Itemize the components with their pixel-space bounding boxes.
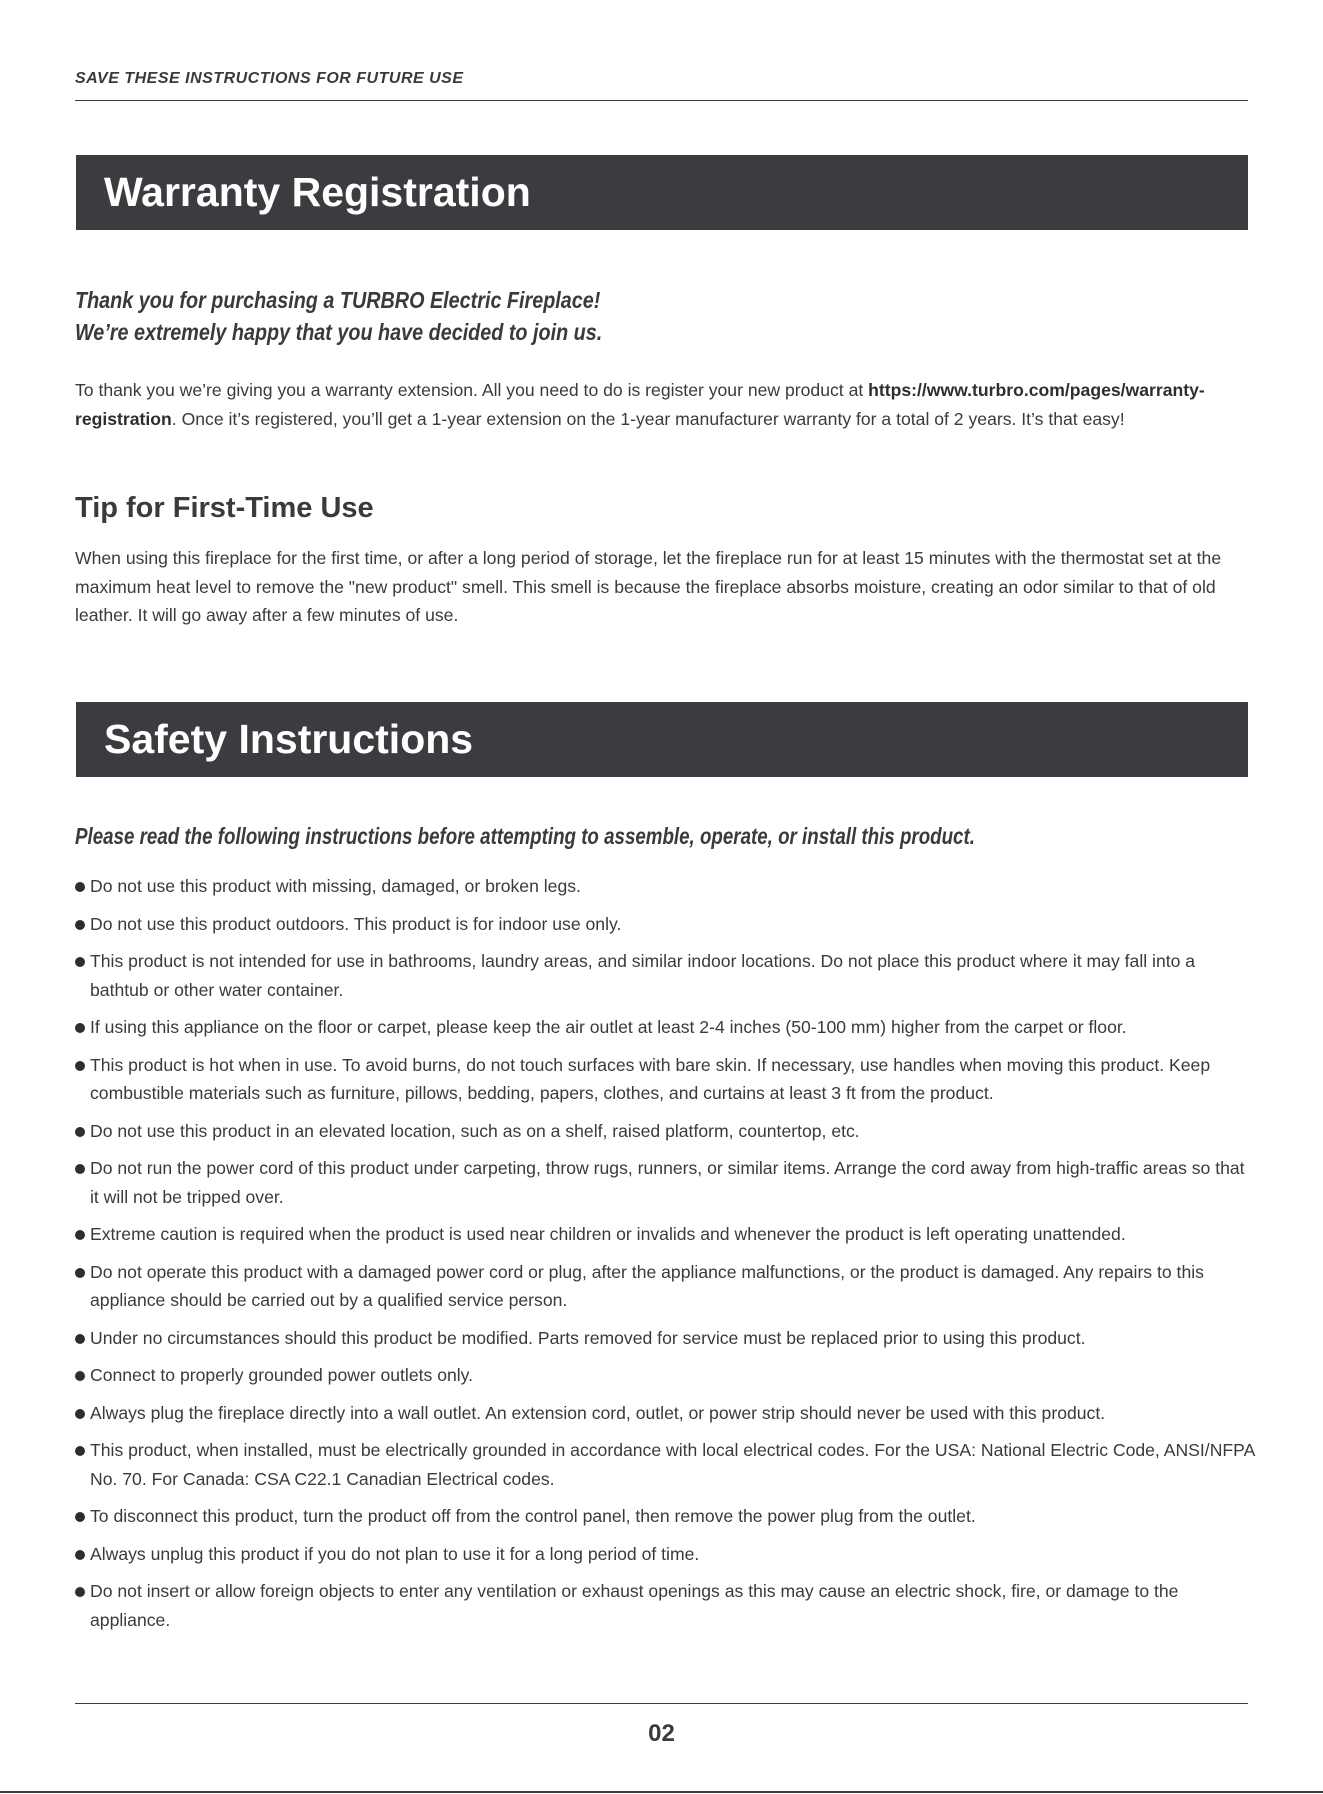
list-item: [75, 1324, 1255, 1353]
warranty-body: [75, 376, 1255, 433]
header-rule: [75, 100, 1248, 101]
list-item-text: Under no circumstances should this product be modified. Parts removed for service must be replaced prior to using this product.: [90, 1327, 1086, 1348]
bullet-icon: [75, 1061, 85, 1071]
safety-instructions-list: [75, 872, 1255, 1643]
bullet-icon: [75, 1446, 85, 1456]
bullet-icon: [75, 1164, 85, 1174]
list-item-text: This product is hot when in use. To avoid burns, do not touch surfaces with bare skin. If necessary, use handles when moving this product. Keep combustible materials such as furniture, pillows, bedding, papers, clothes, and curtains at least 3 ft from the product.: [90, 1054, 1211, 1103]
list-item: [75, 1502, 1255, 1531]
warranty-section-title: Warranty Registration: [76, 155, 1248, 230]
list-item-text: To disconnect this product, turn the product off from the control panel, then remove the power plug from the outlet.: [90, 1506, 976, 1526]
bullet-icon: [75, 1268, 85, 1278]
warranty-lead-line-1: Thank you for purchasing a TURBRO Electric Fireplace!: [75, 287, 601, 313]
list-item: [75, 910, 1255, 939]
list-item-text: Do not run the power cord of this product under carpeting, throw rugs, runners, or similar items. Arrange the cord away from high-traffic areas so that it will not be tripped over.: [90, 1158, 1245, 1207]
list-item: [75, 1258, 1255, 1315]
warranty-registration-link[interactable]: https://www.turbro.com/pages/warranty-registration: [75, 380, 1205, 429]
list-item-text: Do not use this product in an elevated location, such as on a shelf, raised platform, countertop, etc.: [90, 1120, 860, 1141]
list-item: [75, 1399, 1255, 1428]
list-item: [75, 1117, 1255, 1146]
list-item: [75, 1051, 1255, 1108]
list-item: [75, 947, 1255, 1004]
list-item-text: This product is not intended for use in bathrooms, laundry areas, and similar indoor locations. Do not place this product where it may fall into a bathtub or other water container.: [90, 951, 1196, 1000]
list-item-text: Do not use this product with missing, damaged, or broken legs.: [90, 876, 581, 896]
warranty-body-intro: To thank you we’re giving you a warranty extension. All you need to do is register your new product at: [75, 380, 869, 400]
list-item-text: Do not insert or allow foreign objects to enter any ventilation or exhaust openings as this may cause an electric shock, fire, or damage to the appliance.: [90, 1581, 1179, 1630]
bullet-icon: [75, 1550, 85, 1560]
running-head: SAVE THESE INSTRUCTIONS FOR FUTURE USE: [75, 70, 464, 87]
footer-rule: [75, 1703, 1248, 1704]
tip-heading: Tip for First-Time Use: [75, 492, 374, 524]
page-number: 02: [648, 1720, 675, 1747]
bullet-icon: [75, 957, 85, 967]
bullet-icon: [75, 1409, 85, 1419]
bullet-icon: [75, 1230, 85, 1240]
bullet-icon: [75, 1371, 85, 1381]
list-item: [75, 1013, 1255, 1042]
list-item: [75, 872, 1255, 901]
list-item-text: Always plug the fireplace directly into a wall outlet. An extension cord, outlet, or power strip should never be used with this product.: [90, 1402, 1106, 1423]
list-item: [75, 1540, 1255, 1569]
list-item: [75, 1361, 1255, 1390]
list-item-text: Do not use this product outdoors. This product is for indoor use only.: [90, 913, 622, 934]
tip-body: When using this fireplace for the first time, or after a long period of storage, let the fireplace run for at least 15 minutes with the thermostat set at the maximum heat level to remove the "new product" smell. This smell is because the fireplace absorbs moisture, creating an odor similar to that of old leather. It will go away after a few minutes of use.: [75, 548, 1222, 625]
bullet-icon: [75, 1512, 85, 1522]
list-item: [75, 1154, 1255, 1211]
bullet-icon: [75, 1334, 85, 1344]
warranty-body-rest: . Once it’s registered, you’ll get a 1-year extension on the 1-year manufacturer warranty for a total of 2 years. It’s that easy!: [171, 408, 1125, 429]
list-item: [75, 1577, 1255, 1634]
bullet-icon: [75, 1587, 85, 1597]
bullet-icon: [75, 1023, 85, 1033]
list-item-text: Do not operate this product with a damaged power cord or plug, after the appliance malfunctions, or the product is damaged. Any repairs to this appliance should be carried out by a qualified service person.: [90, 1261, 1204, 1310]
list-item-text: If using this appliance on the floor or carpet, please keep the air outlet at least 2-4 inches (50-100 mm) higher from the carpet or floor.: [90, 1017, 1127, 1037]
safety-lead: Please read the following instructions before attempting to assemble, operate, or install this product.: [75, 823, 975, 849]
safety-section-title: Safety Instructions: [76, 702, 1248, 777]
page-bottom-edge: [0, 1791, 1323, 1793]
list-item-text: Extreme caution is required when the product is used near children or invalids and whenever the product is left operating unattended.: [90, 1224, 1126, 1244]
list-item-text: This product, when installed, must be electrically grounded in accordance with local electrical codes. For the USA: National Electric Code, ANSI/NFPA No. 70. For Canada: CSA C22.1 Canadian Electrical codes.: [90, 1440, 1255, 1489]
bullet-icon: [75, 1127, 85, 1137]
bullet-icon: [75, 920, 85, 930]
warranty-lead-line-2: We’re extremely happy that you have decided to join us.: [75, 319, 603, 345]
bullet-icon: [75, 882, 85, 892]
list-item-text: Always unplug this product if you do not plan to use it for a long period of time.: [90, 1543, 700, 1564]
list-item: [75, 1220, 1255, 1249]
list-item: [75, 1436, 1255, 1493]
list-item-text: Connect to properly grounded power outlets only.: [90, 1365, 474, 1385]
